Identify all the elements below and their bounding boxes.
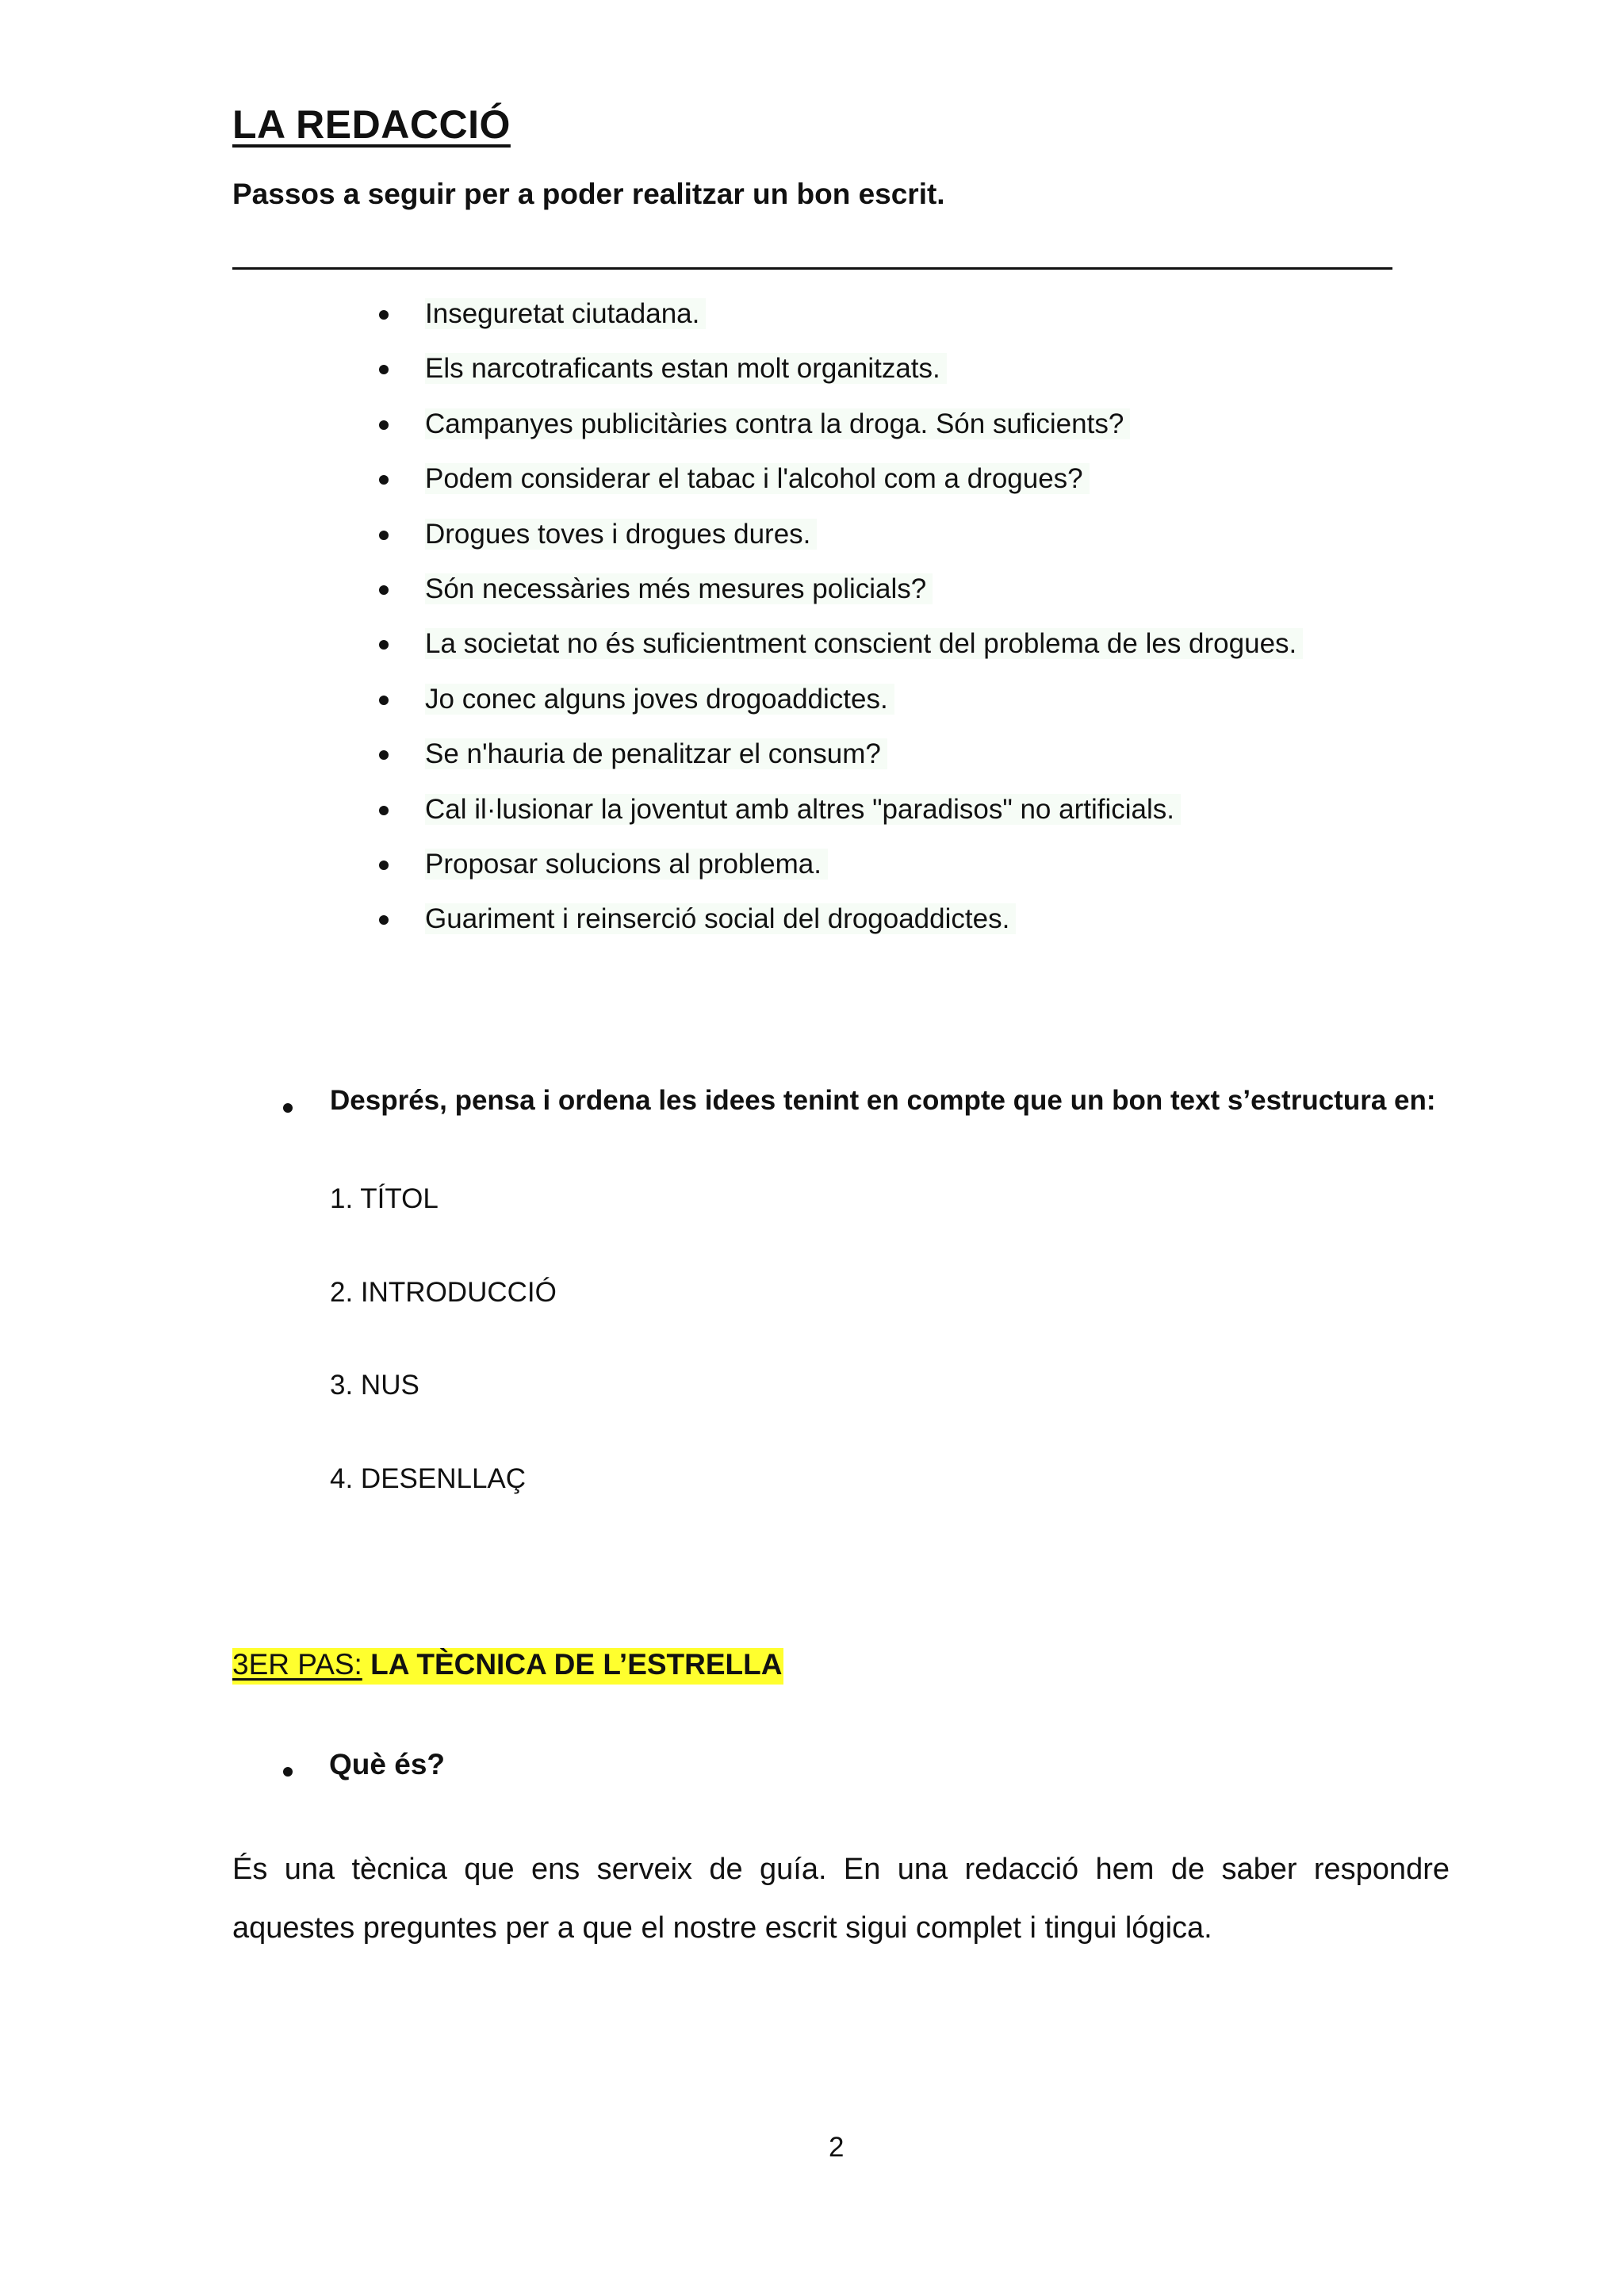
bullet-icon <box>283 1103 293 1113</box>
list-item: Se n'hauria de penalitzar el consum? <box>373 734 1404 788</box>
bullet-icon <box>379 915 389 925</box>
page-number: 2 <box>829 2132 845 2163</box>
list-item: La societat no és suficientment conscient del problema de les drogues. <box>373 623 1404 678</box>
list-item: Inseguretat ciutadana. <box>373 293 1404 348</box>
structure-lead-text: Després, pensa i ordena les idees tenint en compte que un bon text s’estructura en: <box>330 1085 1436 1116</box>
horizontal-rule <box>232 267 1392 270</box>
bullet-icon <box>379 420 389 430</box>
ideas-list <box>373 293 1404 954</box>
list-item: Podem considerar el tabac i l'alcohol com a drogues? <box>373 458 1404 513</box>
list-item: Guariment i reinserció social del drogoaddictes. <box>373 899 1404 953</box>
structure-steps <box>330 1179 557 1551</box>
bullet-icon <box>379 475 389 485</box>
bullet-icon <box>379 585 389 595</box>
list-item: 4. DESENLLAÇ <box>330 1462 527 1494</box>
document-title: LA REDACCIÓ <box>232 102 511 147</box>
bullet-icon <box>379 640 389 650</box>
structure-lead <box>279 1085 1436 1117</box>
question-heading <box>279 1748 445 1781</box>
list-item: Proposar solucions al problema. <box>373 844 1404 899</box>
bullet-icon <box>283 1767 293 1777</box>
list-item: Cal il·lusionar la joventut amb altres "paradisos" no artificials. <box>373 789 1404 844</box>
bullet-icon <box>379 861 389 870</box>
list-item: 2. INTRODUCCIÓ <box>330 1276 557 1308</box>
step3-name: LA TÈCNICA DE L’ESTRELLA <box>370 1648 783 1681</box>
bullet-icon <box>379 696 389 705</box>
bullet-icon <box>379 310 389 320</box>
list-item: Campanyes publicitàries contra la droga. Són suficients? <box>373 404 1404 458</box>
list-item: Els narcotraficants estan molt organitzats. <box>373 348 1404 403</box>
list-item: Són necessàries més mesures policials? <box>373 569 1404 623</box>
list-item: 3. NUS <box>330 1370 419 1401</box>
list-item: 1. TÍTOL <box>330 1183 439 1214</box>
list-item: Drogues toves i drogues dures. <box>373 514 1404 569</box>
bullet-icon <box>379 531 389 540</box>
bullet-icon <box>379 750 389 760</box>
step3-label: 3ER PAS: <box>232 1648 362 1681</box>
document-subtitle: Passos a seguir per a poder realitzar un bon escrit. <box>232 178 945 210</box>
bullet-icon <box>379 806 389 815</box>
bullet-icon <box>379 365 389 374</box>
step3-heading <box>232 1648 783 1685</box>
question-text: Què és? <box>329 1748 445 1780</box>
body-paragraph: És una tècnica que ens serveix de guía. En una redacció hem de saber respondre aquestes preguntes per a que el nostre escrit sigui complet i tingui lógica. <box>232 1853 1450 1945</box>
list-item: Jo conec alguns joves drogoaddictes. <box>373 679 1404 734</box>
